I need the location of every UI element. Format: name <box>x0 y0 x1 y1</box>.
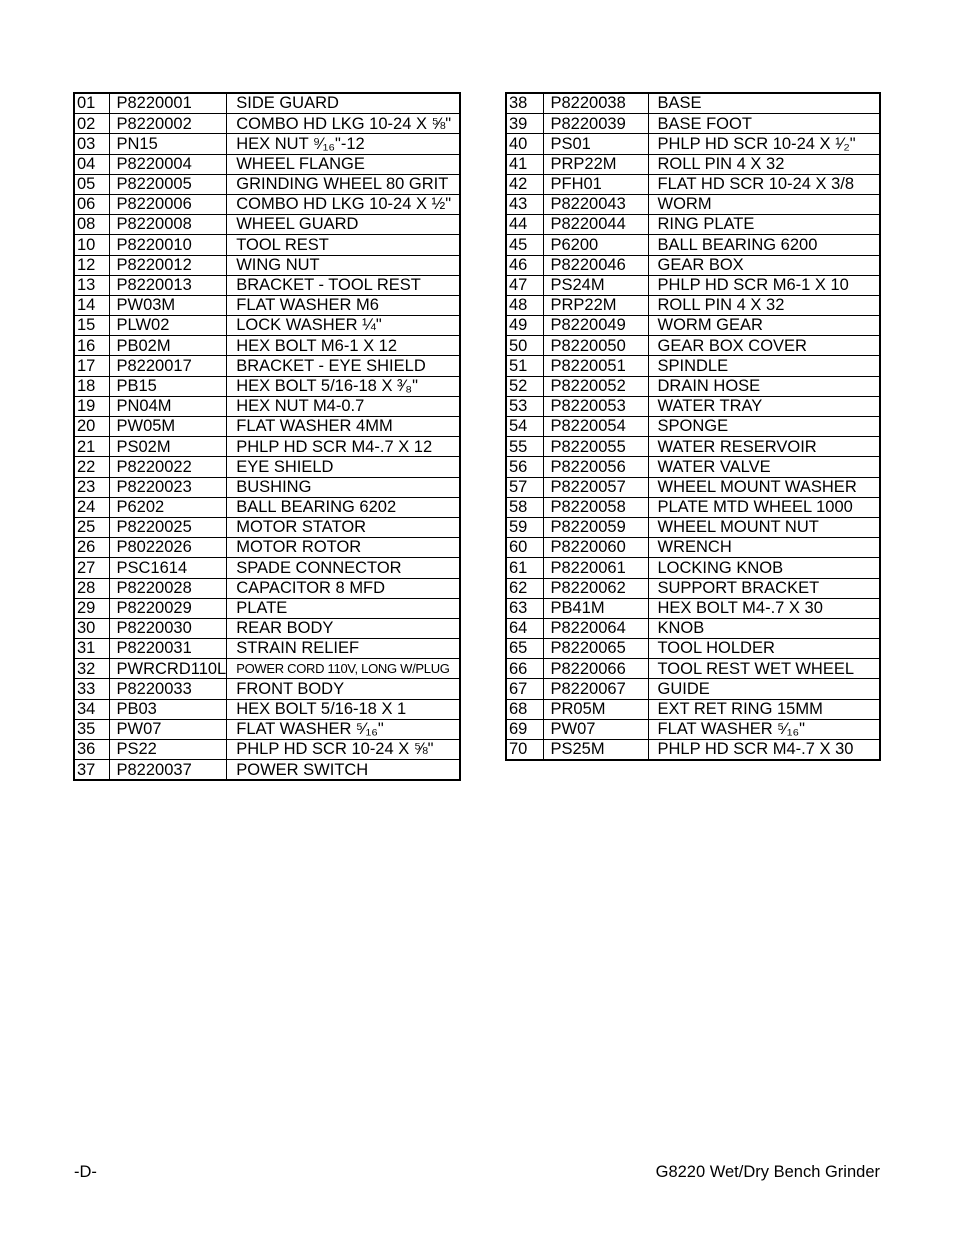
table-row <box>74 639 460 659</box>
table-row <box>74 457 460 477</box>
table-row <box>506 336 880 356</box>
ref-number-cell: 22 <box>74 457 109 477</box>
ref-number-cell: 40 <box>506 134 543 154</box>
parts-table-left <box>73 92 461 781</box>
description-cell: COMBO HD LKG 10-24 X ⅝" <box>227 114 460 134</box>
description-cell: TOOL HOLDER <box>648 639 880 659</box>
table-row <box>74 618 460 638</box>
description-cell: POWER CORD 110V, LONG W/PLUG <box>227 659 460 679</box>
part-number-cell: PB15 <box>109 376 227 396</box>
ref-number-cell: 52 <box>506 376 543 396</box>
ref-number-cell: 58 <box>506 497 543 517</box>
part-number-cell: P8220049 <box>543 316 648 336</box>
description-cell: WING NUT <box>227 255 460 275</box>
table-row <box>74 558 460 578</box>
ref-number-cell: 41 <box>506 154 543 174</box>
description-cell: WHEEL GUARD <box>227 215 460 235</box>
description-cell: HEX BOLT M4-.7 X 30 <box>648 598 880 618</box>
part-number-cell: P8220033 <box>109 679 227 699</box>
ref-number-cell: 45 <box>506 235 543 255</box>
table-row <box>506 598 880 618</box>
part-number-cell: P8220031 <box>109 639 227 659</box>
description-cell: EXT RET RING 15MM <box>648 699 880 719</box>
ref-number-cell: 25 <box>74 517 109 537</box>
description-cell: GEAR BOX COVER <box>648 336 880 356</box>
table-row <box>74 336 460 356</box>
description-cell: MOTOR STATOR <box>227 517 460 537</box>
description-cell: GEAR BOX <box>648 255 880 275</box>
table-row <box>74 760 460 781</box>
ref-number-cell: 30 <box>74 618 109 638</box>
parts-table-right-body <box>506 93 880 760</box>
table-row <box>74 316 460 336</box>
table-row <box>506 699 880 719</box>
ref-number-cell: 10 <box>74 235 109 255</box>
part-number-cell: PB02M <box>109 336 227 356</box>
ref-number-cell: 20 <box>74 417 109 437</box>
table-row <box>506 396 880 416</box>
part-number-cell: P8220001 <box>109 93 227 114</box>
parts-table-left-body <box>74 93 460 780</box>
ref-number-cell: 46 <box>506 255 543 275</box>
description-cell: WATER TRAY <box>648 396 880 416</box>
part-number-cell: P8220005 <box>109 174 227 194</box>
description-cell: COMBO HD LKG 10-24 X ½" <box>227 194 460 214</box>
part-number-cell: P6200 <box>543 235 648 255</box>
description-cell: RING PLATE <box>648 215 880 235</box>
description-cell: TOOL REST WET WHEEL <box>648 659 880 679</box>
ref-number-cell: 23 <box>74 477 109 497</box>
ref-number-cell: 68 <box>506 699 543 719</box>
part-number-cell: P8220043 <box>543 194 648 214</box>
description-cell: LOCKING KNOB <box>648 558 880 578</box>
part-number-cell: P8220066 <box>543 659 648 679</box>
table-row <box>74 134 460 154</box>
table-row <box>74 497 460 517</box>
part-number-cell: P8220050 <box>543 336 648 356</box>
table-row <box>506 538 880 558</box>
ref-number-cell: 18 <box>74 376 109 396</box>
part-number-cell: PWRCRD110L <box>109 659 227 679</box>
table-row <box>74 699 460 719</box>
table-row <box>74 93 460 114</box>
ref-number-cell: 60 <box>506 538 543 558</box>
ref-number-cell: 47 <box>506 275 543 295</box>
description-cell: SPINDLE <box>648 356 880 376</box>
ref-number-cell: 29 <box>74 598 109 618</box>
part-number-cell: PS24M <box>543 275 648 295</box>
part-number-cell: PSC1614 <box>109 558 227 578</box>
ref-number-cell: 02 <box>74 114 109 134</box>
description-cell: WORM <box>648 194 880 214</box>
table-row <box>506 679 880 699</box>
table-row <box>506 517 880 537</box>
ref-number-cell: 21 <box>74 437 109 457</box>
ref-number-cell: 54 <box>506 417 543 437</box>
ref-number-cell: 32 <box>74 659 109 679</box>
ref-number-cell: 27 <box>74 558 109 578</box>
ref-number-cell: 49 <box>506 316 543 336</box>
table-row <box>74 417 460 437</box>
table-row <box>74 275 460 295</box>
description-cell: ROLL PIN 4 X 32 <box>648 154 880 174</box>
description-cell: BUSHING <box>227 477 460 497</box>
part-number-cell: P8220053 <box>543 396 648 416</box>
part-number-cell: P8220056 <box>543 457 648 477</box>
description-cell: DRAIN HOSE <box>648 376 880 396</box>
table-row <box>74 194 460 214</box>
part-number-cell: P8220051 <box>543 356 648 376</box>
ref-number-cell: 08 <box>74 215 109 235</box>
description-cell: MOTOR ROTOR <box>227 538 460 558</box>
part-number-cell: PS01 <box>543 134 648 154</box>
table-row <box>506 93 880 114</box>
part-number-cell: P8220052 <box>543 376 648 396</box>
description-cell: FLAT WASHER ⁵⁄₁₆" <box>648 719 880 739</box>
ref-number-cell: 12 <box>74 255 109 275</box>
table-row <box>506 295 880 315</box>
description-cell: POWER SWITCH <box>227 760 460 781</box>
description-cell: WHEEL FLANGE <box>227 154 460 174</box>
part-number-cell: P8220046 <box>543 255 648 275</box>
table-row <box>74 174 460 194</box>
part-number-cell: P8220013 <box>109 275 227 295</box>
table-row <box>74 659 460 679</box>
ref-number-cell: 31 <box>74 639 109 659</box>
part-number-cell: PR05M <box>543 699 648 719</box>
part-number-cell: PB03 <box>109 699 227 719</box>
ref-number-cell: 61 <box>506 558 543 578</box>
part-number-cell: P8220038 <box>543 93 648 114</box>
ref-number-cell: 66 <box>506 659 543 679</box>
table-row <box>506 497 880 517</box>
part-number-cell: P8220054 <box>543 417 648 437</box>
table-row <box>74 538 460 558</box>
ref-number-cell: 65 <box>506 639 543 659</box>
table-row <box>74 114 460 134</box>
description-cell: HEX NUT ⁹⁄₁₆"-12 <box>227 134 460 154</box>
part-number-cell: PW05M <box>109 417 227 437</box>
description-cell: HEX NUT M4-0.7 <box>227 396 460 416</box>
description-cell: KNOB <box>648 618 880 638</box>
ref-number-cell: 51 <box>506 356 543 376</box>
ref-number-cell: 06 <box>74 194 109 214</box>
ref-number-cell: 34 <box>74 699 109 719</box>
table-row <box>506 558 880 578</box>
ref-number-cell: 35 <box>74 719 109 739</box>
description-cell: FRONT BODY <box>227 679 460 699</box>
part-number-cell: P8220008 <box>109 215 227 235</box>
part-number-cell: PB41M <box>543 598 648 618</box>
part-number-cell: P8220017 <box>109 356 227 376</box>
ref-number-cell: 56 <box>506 457 543 477</box>
description-cell: CAPACITOR 8 MFD <box>227 578 460 598</box>
description-cell: SIDE GUARD <box>227 93 460 114</box>
table-row <box>74 154 460 174</box>
description-cell: FLAT WASHER 4MM <box>227 417 460 437</box>
ref-number-cell: 55 <box>506 437 543 457</box>
part-number-cell: P8220061 <box>543 558 648 578</box>
ref-number-cell: 04 <box>74 154 109 174</box>
table-row <box>506 134 880 154</box>
part-number-cell: PRP22M <box>543 295 648 315</box>
part-number-cell: PS22 <box>109 740 227 760</box>
table-row <box>506 578 880 598</box>
description-cell: EYE SHIELD <box>227 457 460 477</box>
ref-number-cell: 03 <box>74 134 109 154</box>
part-number-cell: PW07 <box>109 719 227 739</box>
ref-number-cell: 19 <box>74 396 109 416</box>
description-cell: WHEEL MOUNT WASHER <box>648 477 880 497</box>
table-row <box>506 154 880 174</box>
ref-number-cell: 17 <box>74 356 109 376</box>
ref-number-cell: 48 <box>506 295 543 315</box>
description-cell: BALL BEARING 6200 <box>648 235 880 255</box>
table-row <box>506 719 880 739</box>
part-number-cell: PN15 <box>109 134 227 154</box>
product-title: G8220 Wet/Dry Bench Grinder <box>655 1163 880 1181</box>
part-number-cell: P8220044 <box>543 215 648 235</box>
table-row <box>506 659 880 679</box>
table-row <box>506 174 880 194</box>
part-number-cell: P8220060 <box>543 538 648 558</box>
ref-number-cell: 70 <box>506 740 543 761</box>
ref-number-cell: 36 <box>74 740 109 760</box>
table-row <box>74 477 460 497</box>
ref-number-cell: 43 <box>506 194 543 214</box>
part-number-cell: P8220025 <box>109 517 227 537</box>
table-row <box>506 275 880 295</box>
description-cell: STRAIN RELIEF <box>227 639 460 659</box>
ref-number-cell: 67 <box>506 679 543 699</box>
ref-number-cell: 37 <box>74 760 109 781</box>
table-row <box>506 114 880 134</box>
table-row <box>506 316 880 336</box>
part-number-cell: P8220057 <box>543 477 648 497</box>
table-row <box>74 396 460 416</box>
ref-number-cell: 64 <box>506 618 543 638</box>
table-row <box>506 235 880 255</box>
part-number-cell: P8220065 <box>543 639 648 659</box>
table-row <box>506 437 880 457</box>
description-cell: BALL BEARING 6202 <box>227 497 460 517</box>
description-cell: ROLL PIN 4 X 32 <box>648 295 880 315</box>
description-cell: SPADE CONNECTOR <box>227 558 460 578</box>
ref-number-cell: 62 <box>506 578 543 598</box>
ref-number-cell: 50 <box>506 336 543 356</box>
description-cell: SUPPORT BRACKET <box>648 578 880 598</box>
part-number-cell: PS25M <box>543 740 648 761</box>
description-cell: BRACKET - EYE SHIELD <box>227 356 460 376</box>
part-number-cell: P8220059 <box>543 517 648 537</box>
part-number-cell: P8220037 <box>109 760 227 781</box>
part-number-cell: P8220039 <box>543 114 648 134</box>
description-cell: WATER VALVE <box>648 457 880 477</box>
part-number-cell: P8220023 <box>109 477 227 497</box>
description-cell: SPONGE <box>648 417 880 437</box>
description-cell: PHLP HD SCR M4-.7 X 30 <box>648 740 880 761</box>
ref-number-cell: 69 <box>506 719 543 739</box>
table-row <box>506 194 880 214</box>
table-row <box>74 719 460 739</box>
table-row <box>74 679 460 699</box>
table-row <box>74 598 460 618</box>
ref-number-cell: 26 <box>74 538 109 558</box>
part-number-cell: PLW02 <box>109 316 227 336</box>
part-number-cell: PRP22M <box>543 154 648 174</box>
ref-number-cell: 24 <box>74 497 109 517</box>
table-row <box>506 477 880 497</box>
part-number-cell: P8022026 <box>109 538 227 558</box>
ref-number-cell: 14 <box>74 295 109 315</box>
part-number-cell: PN04M <box>109 396 227 416</box>
description-cell: REAR BODY <box>227 618 460 638</box>
table-row <box>506 255 880 275</box>
ref-number-cell: 57 <box>506 477 543 497</box>
part-number-cell: P8220012 <box>109 255 227 275</box>
ref-number-cell: 28 <box>74 578 109 598</box>
part-number-cell: P6202 <box>109 497 227 517</box>
description-cell: GRINDING WHEEL 80 GRIT <box>227 174 460 194</box>
table-row <box>74 356 460 376</box>
description-cell: TOOL REST <box>227 235 460 255</box>
ref-number-cell: 13 <box>74 275 109 295</box>
description-cell: BASE <box>648 93 880 114</box>
table-row <box>74 517 460 537</box>
table-row <box>74 235 460 255</box>
table-row <box>74 578 460 598</box>
table-row <box>506 215 880 235</box>
table-row <box>74 295 460 315</box>
ref-number-cell: 05 <box>74 174 109 194</box>
parts-table-right <box>505 92 881 761</box>
part-number-cell: P8220062 <box>543 578 648 598</box>
description-cell: PHLP HD SCR M4-.7 X 12 <box>227 437 460 457</box>
table-row <box>506 356 880 376</box>
part-number-cell: PW07 <box>543 719 648 739</box>
part-number-cell: PS02M <box>109 437 227 457</box>
part-number-cell: P8220030 <box>109 618 227 638</box>
part-number-cell: P8220064 <box>543 618 648 638</box>
ref-number-cell: 44 <box>506 215 543 235</box>
table-row <box>74 437 460 457</box>
part-number-cell: P8220028 <box>109 578 227 598</box>
description-cell: PHLP HD SCR 10-24 X ⅝" <box>227 740 460 760</box>
ref-number-cell: 33 <box>74 679 109 699</box>
ref-number-cell: 39 <box>506 114 543 134</box>
table-row <box>506 639 880 659</box>
part-number-cell: P8220022 <box>109 457 227 477</box>
part-number-cell: P8220029 <box>109 598 227 618</box>
ref-number-cell: 42 <box>506 174 543 194</box>
table-row <box>74 376 460 396</box>
description-cell: PLATE <box>227 598 460 618</box>
part-number-cell: P8220002 <box>109 114 227 134</box>
table-row <box>506 457 880 477</box>
ref-number-cell: 01 <box>74 93 109 114</box>
part-number-cell: PW03M <box>109 295 227 315</box>
table-row <box>506 417 880 437</box>
description-cell: PHLP HD SCR 10-24 X ¹⁄₂" <box>648 134 880 154</box>
description-cell: LOCK WASHER ¼" <box>227 316 460 336</box>
description-cell: GUIDE <box>648 679 880 699</box>
part-number-cell: P8220067 <box>543 679 648 699</box>
description-cell: WHEEL MOUNT NUT <box>648 517 880 537</box>
table-row <box>506 376 880 396</box>
description-cell: PLATE MTD WHEEL 1000 <box>648 497 880 517</box>
part-number-cell: P8220058 <box>543 497 648 517</box>
description-cell: HEX BOLT 5/16-18 X 1 <box>227 699 460 719</box>
description-cell: FLAT WASHER M6 <box>227 295 460 315</box>
table-row <box>506 618 880 638</box>
table-row <box>74 740 460 760</box>
part-number-cell: P8220004 <box>109 154 227 174</box>
part-number-cell: P8220055 <box>543 437 648 457</box>
ref-number-cell: 38 <box>506 93 543 114</box>
description-cell: WRENCH <box>648 538 880 558</box>
page-label: -D- <box>74 1163 97 1181</box>
description-cell: BASE FOOT <box>648 114 880 134</box>
description-cell: PHLP HD SCR M6-1 X 10 <box>648 275 880 295</box>
description-cell: FLAT HD SCR 10-24 X 3/8 <box>648 174 880 194</box>
ref-number-cell: 59 <box>506 517 543 537</box>
ref-number-cell: 63 <box>506 598 543 618</box>
part-number-cell: PFH01 <box>543 174 648 194</box>
description-cell: HEX BOLT M6-1 X 12 <box>227 336 460 356</box>
description-cell: HEX BOLT 5/16-18 X ³⁄₈" <box>227 376 460 396</box>
table-row <box>74 255 460 275</box>
table-row <box>506 740 880 761</box>
part-number-cell: P8220010 <box>109 235 227 255</box>
ref-number-cell: 53 <box>506 396 543 416</box>
description-cell: WORM GEAR <box>648 316 880 336</box>
table-row <box>74 215 460 235</box>
description-cell: FLAT WASHER ⁵⁄₁₆" <box>227 719 460 739</box>
description-cell: BRACKET - TOOL REST <box>227 275 460 295</box>
ref-number-cell: 16 <box>74 336 109 356</box>
part-number-cell: P8220006 <box>109 194 227 214</box>
description-cell: WATER RESERVOIR <box>648 437 880 457</box>
ref-number-cell: 15 <box>74 316 109 336</box>
